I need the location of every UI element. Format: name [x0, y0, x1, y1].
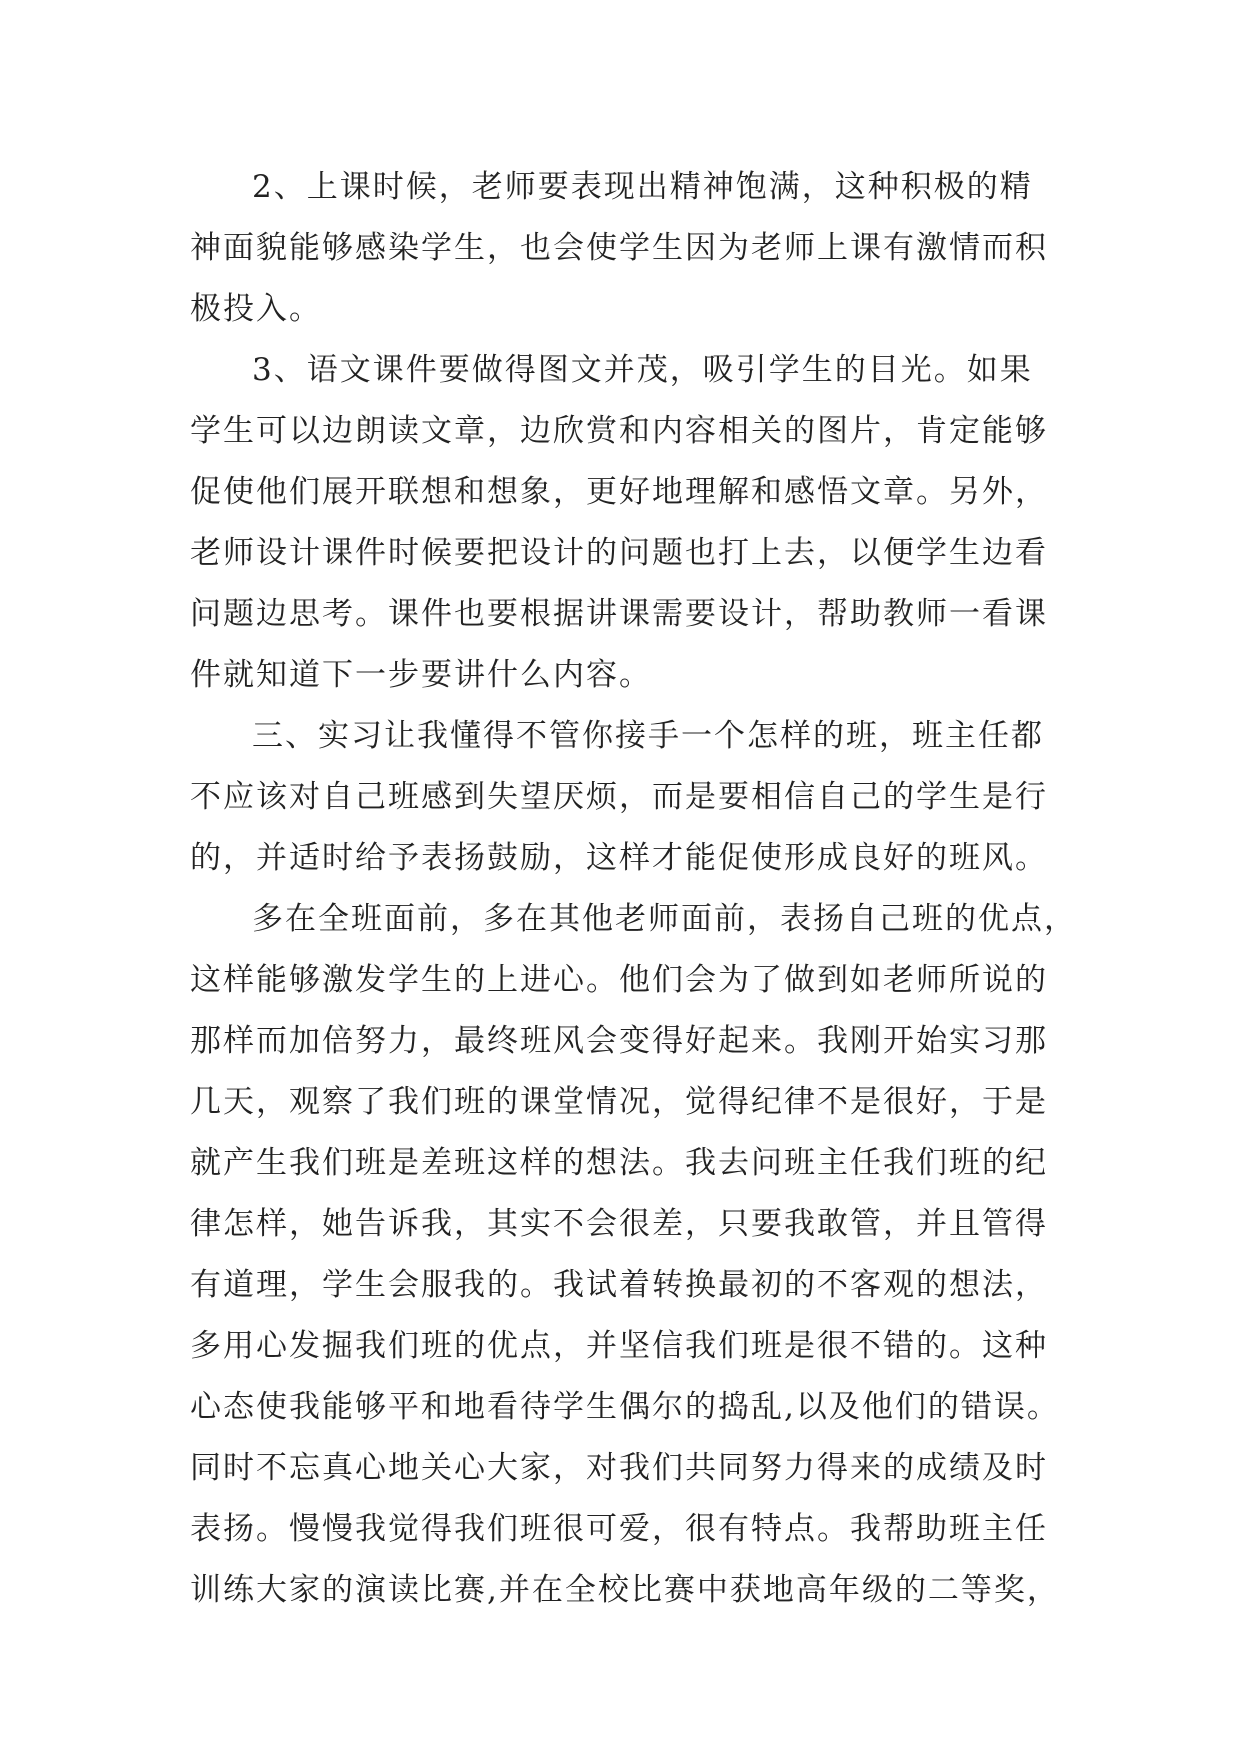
paragraph-line: 学生可以边朗读文章，边欣赏和内容相关的图片，肯定能够	[190, 413, 1048, 449]
paragraph-line: 同时不忘真心地关心大家，对我们共同努力得来的成绩及时	[190, 1450, 1048, 1486]
paragraph-line: 问题边思考。课件也要根据讲课需要设计，帮助教师一看课	[190, 596, 1048, 632]
paragraph-line: 律怎样，她告诉我，其实不会很差，只要我敢管，并且管得	[190, 1206, 1048, 1242]
paragraph-line: 表扬。慢慢我觉得我们班很可爱，很有特点。我帮助班主任	[190, 1511, 1048, 1547]
paragraph-line: 3、语文课件要做得图文并茂，吸引学生的目光。如果	[252, 352, 1033, 388]
paragraph-line: 这样能够激发学生的上进心。他们会为了做到如老师所说的	[190, 962, 1048, 998]
paragraph-line: 多用心发掘我们班的优点，并坚信我们班是很不错的。这种	[190, 1328, 1048, 1364]
paragraph-line: 训练大家的演读比赛,并在全校比赛中获地高年级的二等奖，	[190, 1572, 1060, 1608]
paragraph-line: 三、实习让我懂得不管你接手一个怎样的班，班主任都	[252, 718, 1044, 754]
paragraph-line: 心态使我能够平和地看待学生偶尔的捣乱,以及他们的错误。	[190, 1389, 1060, 1425]
paragraph-line: 多在全班面前，多在其他老师面前，表扬自己班的优点，	[252, 901, 1077, 937]
paragraph-line: 不应该对自己班感到失望厌烦，而是要相信自己的学生是行	[190, 779, 1048, 815]
paragraph-line: 神面貌能够感染学生，也会使学生因为老师上课有激情而积	[190, 230, 1048, 266]
paragraph-line: 件就知道下一步要讲什么内容。	[190, 657, 652, 693]
paragraph-line: 有道理，学生会服我的。我试着转换最初的不客观的想法，	[190, 1267, 1048, 1303]
paragraph-line: 就产生我们班是差班这样的想法。我去问班主任我们班的纪	[190, 1145, 1048, 1181]
paragraph-line: 促使他们展开联想和想象，更好地理解和感悟文章。另外，	[190, 474, 1048, 510]
body-text	[190, 157, 1077, 1621]
paragraph-line: 2、上课时候，老师要表现出精神饱满，这种积极的精	[252, 169, 1033, 205]
paragraph-line: 那样而加倍努力，最终班风会变得好起来。我刚开始实习那	[190, 1023, 1048, 1059]
paragraph-line: 几天，观察了我们班的课堂情况，觉得纪律不是很好，于是	[190, 1084, 1048, 1120]
paragraph-line: 的，并适时给予表扬鼓励，这样才能促使形成良好的班风。	[190, 840, 1048, 876]
paragraph-line: 极投入。	[190, 291, 322, 327]
paragraph-line: 老师设计课件时候要把设计的问题也打上去，以便学生边看	[190, 535, 1048, 571]
